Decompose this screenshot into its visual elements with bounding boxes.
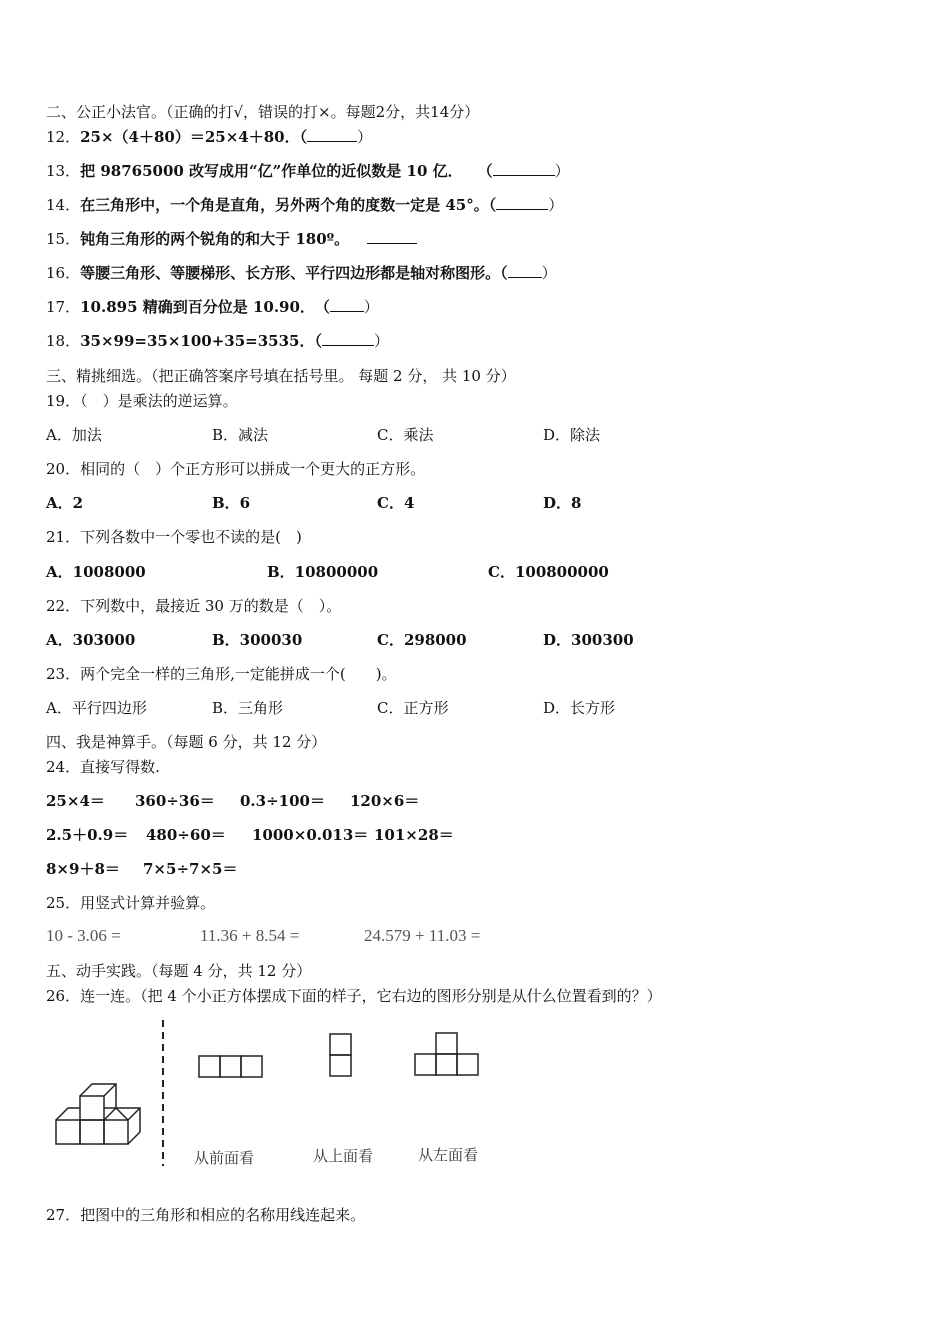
answer-blank[interactable] [330,297,364,312]
question-25: 25．用竖式计算并验算。 [46,894,216,912]
option-d[interactable]: D．长方形 [543,699,616,717]
question-text: 在三角形中，一个角是直角，另外两个角的度数一定是 45°。（ [80,196,497,214]
section-3-title: 三、精挑细选。（把正确答案序号填在括号里。 每题 2 分， 共 10 分） [46,367,516,385]
question-26: 26．连一连。（把 4 个小正方体摆成下面的样子，它右边的图形分别是从什么位置看到的？） [46,987,662,1005]
option-a[interactable]: A．平行四边形 [46,699,147,717]
question-number: 13． [46,162,81,180]
front-view-figure [198,1055,266,1079]
question-text: 25×（4＋80）＝25×4＋80．（ [80,128,308,146]
expression: 8×9＋8＝ [46,860,120,878]
option-c[interactable]: C．正方形 [377,699,449,717]
question-13 [46,161,570,181]
question-19: 19．（ ）是乘法的逆运算。 [46,392,238,410]
bracket: ） [363,298,379,316]
expression: 360÷36＝ [135,792,215,810]
answer-blank[interactable] [367,229,417,244]
bracket: ） [357,128,373,146]
caption-top-view: 从上面看 [313,1147,374,1165]
section-2-title: 二、公正小法官。（正确的打√，错误的打×。每题2分，共14分） [46,103,480,121]
bracket: ） [554,162,570,180]
question-text: 等腰三角形、等腰梯形、长方形、平行四边形都是轴对称图形。（ [80,264,508,282]
bracket: ） [541,264,557,282]
answer-blank[interactable] [496,195,548,210]
section-5-title: 五、动手实践。（每题 4 分，共 12 分） [46,962,312,980]
question-22: 22．下列数中，最接近 30 万的数是（ ）。 [46,597,342,615]
option-c[interactable]: C．乘法 [377,426,434,444]
option-b[interactable]: B．10800000 [267,563,379,581]
section-4-title: 四、我是神算手。（每题 6 分，共 12 分） [46,733,327,751]
expression: 1000×0.013＝ [252,826,369,844]
question-24: 24．直接写得数. [46,758,160,776]
vertical-calc-expression: 11.36 + 8.54 = [200,926,300,945]
question-text: 35×99=35×100+35=3535．（ [80,332,322,350]
question-number: 15． [46,230,81,248]
option-d[interactable]: D．8 [543,494,582,512]
option-c[interactable]: C．4 [377,494,415,512]
option-c[interactable]: C．100800000 [488,563,609,581]
expression: 120×6＝ [350,792,420,810]
expression: 101×28＝ [374,826,454,844]
expression: 0.3÷100＝ [240,792,325,810]
question-number: 16． [46,264,81,282]
option-d[interactable]: D．300300 [543,631,634,649]
question-number: 14． [46,196,81,214]
question-18 [46,331,389,351]
expression: 480÷60＝ [146,826,226,844]
expression: 25×4＝ [46,792,105,810]
question-14 [46,195,563,215]
option-a[interactable]: A．1008000 [46,563,146,581]
cube-stack-figure [50,1075,150,1150]
option-c[interactable]: C．298000 [377,631,467,649]
question-number: 12． [46,128,81,146]
caption-left-view: 从左面看 [418,1146,479,1164]
question-text: 钝角三角形的两个锐角的和大于 180º。 [80,230,357,248]
question-12 [46,127,372,147]
option-b[interactable]: B．三角形 [212,699,284,717]
option-a[interactable]: A．加法 [46,426,102,444]
option-b[interactable]: B．减法 [212,426,269,444]
question-number: 17． [46,298,81,316]
question-23: 23．两个完全一样的三角形,一定能拼成一个( )。 [46,665,397,683]
answer-blank[interactable] [307,127,357,142]
question-text: 10.895 精确到百分位是 10.90． （ [80,298,330,316]
vertical-calc-expression: 10 - 3.06 = [46,926,121,945]
question-21: 21．下列各数中一个零也不读的是( ) [46,528,302,546]
option-b[interactable]: B．300030 [212,631,303,649]
top-view-figure [329,1033,353,1079]
option-a[interactable]: A．303000 [46,631,136,649]
question-15 [46,229,417,249]
caption-front-view: 从前面看 [194,1149,255,1167]
bracket: ） [374,332,390,350]
option-a[interactable]: A．2 [46,494,84,512]
left-view-figure [414,1032,482,1078]
option-b[interactable]: B．6 [212,494,251,512]
question-text: 把 98765000 改写成用“亿”作单位的近似数是 10 亿． （ [80,162,493,180]
question-number: 18． [46,332,81,350]
expression: 7×5÷7×5＝ [143,860,238,878]
dashed-divider [160,1020,166,1166]
expression: 2.5＋0.9＝ [46,826,129,844]
bracket: ） [548,196,564,214]
answer-blank[interactable] [322,331,374,346]
answer-blank[interactable] [508,263,542,278]
vertical-calc-expression: 24.579 + 11.03 = [364,926,481,945]
question-27: 27．把图中的三角形和相应的名称用线连起来。 [46,1206,366,1224]
question-17 [46,297,379,317]
option-d[interactable]: D．除法 [543,426,601,444]
answer-blank[interactable] [493,161,555,176]
question-16 [46,263,557,283]
question-20: 20．相同的（ ）个正方形可以拼成一个更大的正方形。 [46,460,426,478]
